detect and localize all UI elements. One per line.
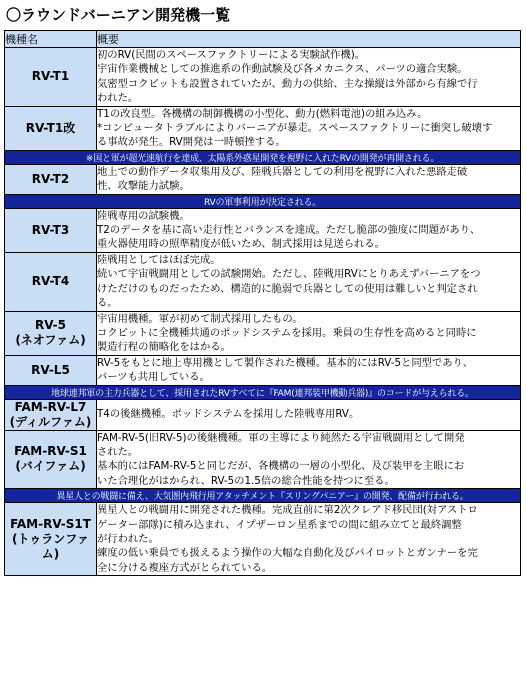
banner-text: ※国と軍が超光速航行を達成、太陽系外惑星開発を視野に入れたRVの開発が再開される。 — [5, 150, 521, 164]
description-line: 異星人との戦闘用に開発された機種。完成直前に第2次クレアド移民団(対アストロ — [97, 504, 478, 517]
model-name: RV-T2 — [31, 171, 70, 186]
spec-table — [4, 30, 521, 576]
table-row — [5, 399, 521, 430]
description-line: われた。 — [97, 92, 139, 105]
table-row — [5, 164, 521, 194]
model-name-cell — [5, 430, 97, 489]
model-description-cell — [97, 106, 521, 150]
model-name-cell — [5, 48, 97, 107]
model-name: (ディルファム) — [9, 414, 92, 429]
model-name: FAM-RV-S1T — [10, 516, 91, 531]
model-name-cell — [5, 503, 97, 576]
model-name: RV-L5 — [31, 362, 70, 377]
table-row — [5, 311, 521, 355]
model-name: RV-T4 — [31, 274, 70, 289]
model-description-cell — [97, 48, 521, 107]
banner-row — [5, 385, 521, 399]
table-row — [5, 430, 521, 489]
description-line: 練度の低い乗員でも扱えるよう操作の大幅な自動化及びパイロットとガンナーを完 — [97, 547, 478, 560]
banner-row — [5, 489, 521, 503]
description-line: RV-5をもとに地上専用機として製作された機種。基本的にはRV-5と同型であり、 — [97, 356, 474, 369]
model-name: RV-T3 — [31, 222, 70, 237]
model-name-cell — [5, 355, 97, 385]
description-line: が行われた。 — [97, 532, 159, 545]
model-description-cell — [97, 399, 521, 430]
description-line: 基本的にはFAM-RV-5と同じだが、各機構の一層の小型化、及び装甲を主眼にお — [97, 460, 465, 473]
description-line: ゲーター部隊)に積み込まれ、イプザーロン星系までの間に組み立てと最終調整 — [97, 518, 462, 531]
model-description-cell — [97, 430, 521, 489]
description-line: 続いて宇宙戦闘用としての試験開始。ただし、陸戦用RVにとりあえずバーニアをつ — [97, 268, 481, 281]
description-line: パーツも共用している。 — [97, 371, 210, 384]
column-header-name: 機種名 — [5, 31, 97, 48]
model-name: (ネオファム) — [15, 333, 86, 348]
description-line: 全に分ける複座方式がとられている。 — [97, 561, 273, 574]
description-line: 陸戦用としてはほぼ完成。 — [97, 253, 221, 266]
model-name: RV-T1 — [31, 69, 70, 84]
model-name-cell — [5, 399, 97, 430]
table-row — [5, 503, 521, 576]
description-line: 宇宙作業機械としての推進系の作動試験及び各メカニクス、パーツの適合実験。 — [97, 63, 468, 76]
description-line: 初のRV(民間のスペースファクトリーによる実験試作機)。 — [97, 49, 366, 61]
banner-text: RVの軍事利用が決定される。 — [5, 194, 521, 208]
description-line: 製造行程の簡略化をはかる。 — [97, 341, 231, 354]
page-title: 〇ラウンドバーニアン開発機一覧 — [6, 6, 231, 24]
model-name: RV-5 — [35, 318, 66, 333]
description-line: 地上での動作データ収集用及び、陸戦兵器としての利用を視野に入れた悪路走破 — [97, 165, 468, 178]
banner-row — [5, 194, 521, 208]
description-line: T2のデータを基に高い走行性とバランスを達成。ただし脆部の強度に問題があり、 — [97, 224, 481, 237]
description-line: された。 — [97, 445, 139, 458]
table-row — [5, 355, 521, 385]
model-name-cell — [5, 164, 97, 194]
description-line: *コンピュータトラブルによりバーニアが暴走。スペースファクトリーに衝突し破壊す — [97, 122, 493, 135]
table-row — [5, 252, 521, 311]
model-name: FAM-RV-S1 — [14, 444, 87, 459]
model-name: FAM-RV-L7 — [14, 399, 87, 414]
description-line: FAM-RV-5(旧RV-5)の後継機種。軍の主導により純然たる宇宙戦闘用として開発 — [97, 431, 465, 444]
description-line: 重火器使用時の照準精度が低いため、制式採用は見送られる。 — [97, 238, 385, 251]
description-line: けただけのものだったため、構造的に脆弱で兵器としての使用は難しいと判定され — [97, 282, 478, 295]
banner-text: 異星人との戦闘に備え、大気圏内飛行用アタッチメント『スリングパニアー』の開発、配備が行われる。 — [5, 489, 521, 503]
model-description-cell — [97, 503, 521, 576]
table-body — [5, 48, 521, 576]
model-description-cell — [97, 164, 521, 194]
description-line: る事故が発生。RV開発は一時頓挫する。 — [97, 136, 286, 149]
model-description-cell — [97, 311, 521, 355]
description-line: 性、攻撃能力試験。 — [97, 180, 190, 193]
table-row — [5, 106, 521, 150]
model-name-cell — [5, 252, 97, 311]
table-row — [5, 48, 521, 107]
description-line: T4の後継機種。ポッドシステムを採用した陸戦専用RV。 — [97, 408, 360, 421]
description-line: 宇宙用機種。軍が初めて制式採用したもの。 — [97, 312, 303, 325]
model-description-cell — [97, 208, 521, 252]
description-line: 気密型コクピットも設置されていたが、動力の供給、主な操縦は外部から有線で行 — [97, 77, 478, 90]
model-name: (バイファム) — [15, 459, 86, 474]
model-name: RV-T1改 — [25, 120, 76, 135]
model-name-cell — [5, 208, 97, 252]
description-line: T1の改良型。各機構の制御機構の小型化、動力(燃料電池)の組み込み。 — [97, 107, 428, 120]
model-name-cell — [5, 311, 97, 355]
description-line: る。 — [97, 297, 118, 310]
banner-row — [5, 150, 521, 164]
description-line: いた合理化がはかられ、RV-5の1.5倍の総合性能を持つに至る。 — [97, 474, 395, 487]
model-description-cell — [97, 252, 521, 311]
description-line: コクピットに全機種共通のポッドシステムを採用。乗員の生存性を高めると同時に — [97, 326, 477, 339]
model-name-cell — [5, 106, 97, 150]
table-header-row — [5, 31, 521, 48]
model-name: (トゥランファム) — [12, 531, 89, 561]
description-line: 陸戦専用の試験機。 — [97, 209, 190, 222]
model-description-cell — [97, 355, 521, 385]
column-header-overview: 概要 — [97, 31, 521, 48]
table-row — [5, 208, 521, 252]
banner-text: 地球連邦軍の主力兵器として、採用されたRVすべてに『FAM(連邦装甲機動兵器)』のコードが与えられる。 — [5, 385, 521, 399]
